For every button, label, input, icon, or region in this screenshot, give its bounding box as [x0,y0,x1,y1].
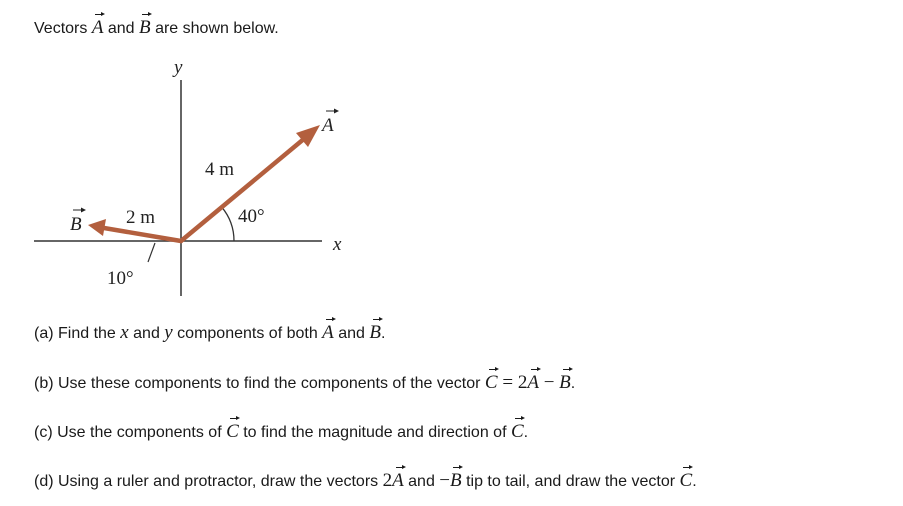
intro-text-part: Vectors [34,20,92,37]
x-variable: x [120,322,129,343]
intro-text-part: are shown below. [150,20,279,37]
vector-c-symbol: C [510,421,524,442]
vector-c-symbol: C [679,470,693,491]
question-a-text: (a) Find the [34,325,121,342]
svg-text:B: B [70,214,82,235]
question-a-text: components of both [172,325,323,342]
vector-a-symbol: A [527,372,539,393]
minus-sign: − [538,372,560,393]
vector-b-symbol: B [369,322,381,343]
vector-b-arrow [104,228,181,241]
y-variable: y [164,322,173,343]
question-c-text: to find the magnitude and direction of [238,424,511,441]
question-d-text: tip to tail, and draw the vector [461,473,680,490]
y-axis-label: y [174,57,183,78]
vector-a-symbol: A [392,470,404,491]
question-a-text: . [380,325,386,342]
vector-c-symbol: C [484,372,498,393]
vector-b-arrowhead [88,219,106,236]
question-a-text: and [128,325,165,342]
question-b-text: (b) Use these components to find the components of the vector [34,375,485,392]
question-d-text: and [403,473,440,490]
question-c [34,419,528,443]
magnitude-b-label: 2 m [126,207,156,228]
intro-text [34,15,279,39]
intro-text-part: and [103,20,140,37]
angle-a-label: 40° [238,206,265,227]
question-b-text: . [570,375,576,392]
question-b [34,370,575,394]
question-c-text: . [523,424,529,441]
scalar-two: 2 [382,470,393,491]
question-d-text: . [692,473,697,490]
vector-c-symbol: C [226,421,239,442]
svg-text:A: A [322,115,334,136]
equation-part: = 2 [497,372,528,393]
vector-b-symbol: B [450,470,462,491]
vector-a-symbol: A [91,17,104,38]
vector-diagram [0,50,903,310]
vector-a-tip-label [320,109,339,137]
question-a [34,320,385,344]
angle-arc-a [222,207,234,241]
vector-a-symbol: A [322,322,334,343]
x-axis-label: x [333,234,342,255]
question-d-text: (d) Using a ruler and protractor, draw the vectors [34,473,383,490]
angle-reference-b [148,243,155,262]
vector-b-symbol: B [139,17,151,38]
minus-sign: − [439,470,451,491]
question-c-text: (c) Use the components of [34,424,227,441]
question-d [34,468,697,492]
vector-b-symbol: B [559,372,571,393]
angle-b-label: 10° [107,268,134,289]
magnitude-a-label: 4 m [205,159,235,180]
question-a-text: and [333,325,370,342]
vector-b-tip-label [70,208,86,236]
